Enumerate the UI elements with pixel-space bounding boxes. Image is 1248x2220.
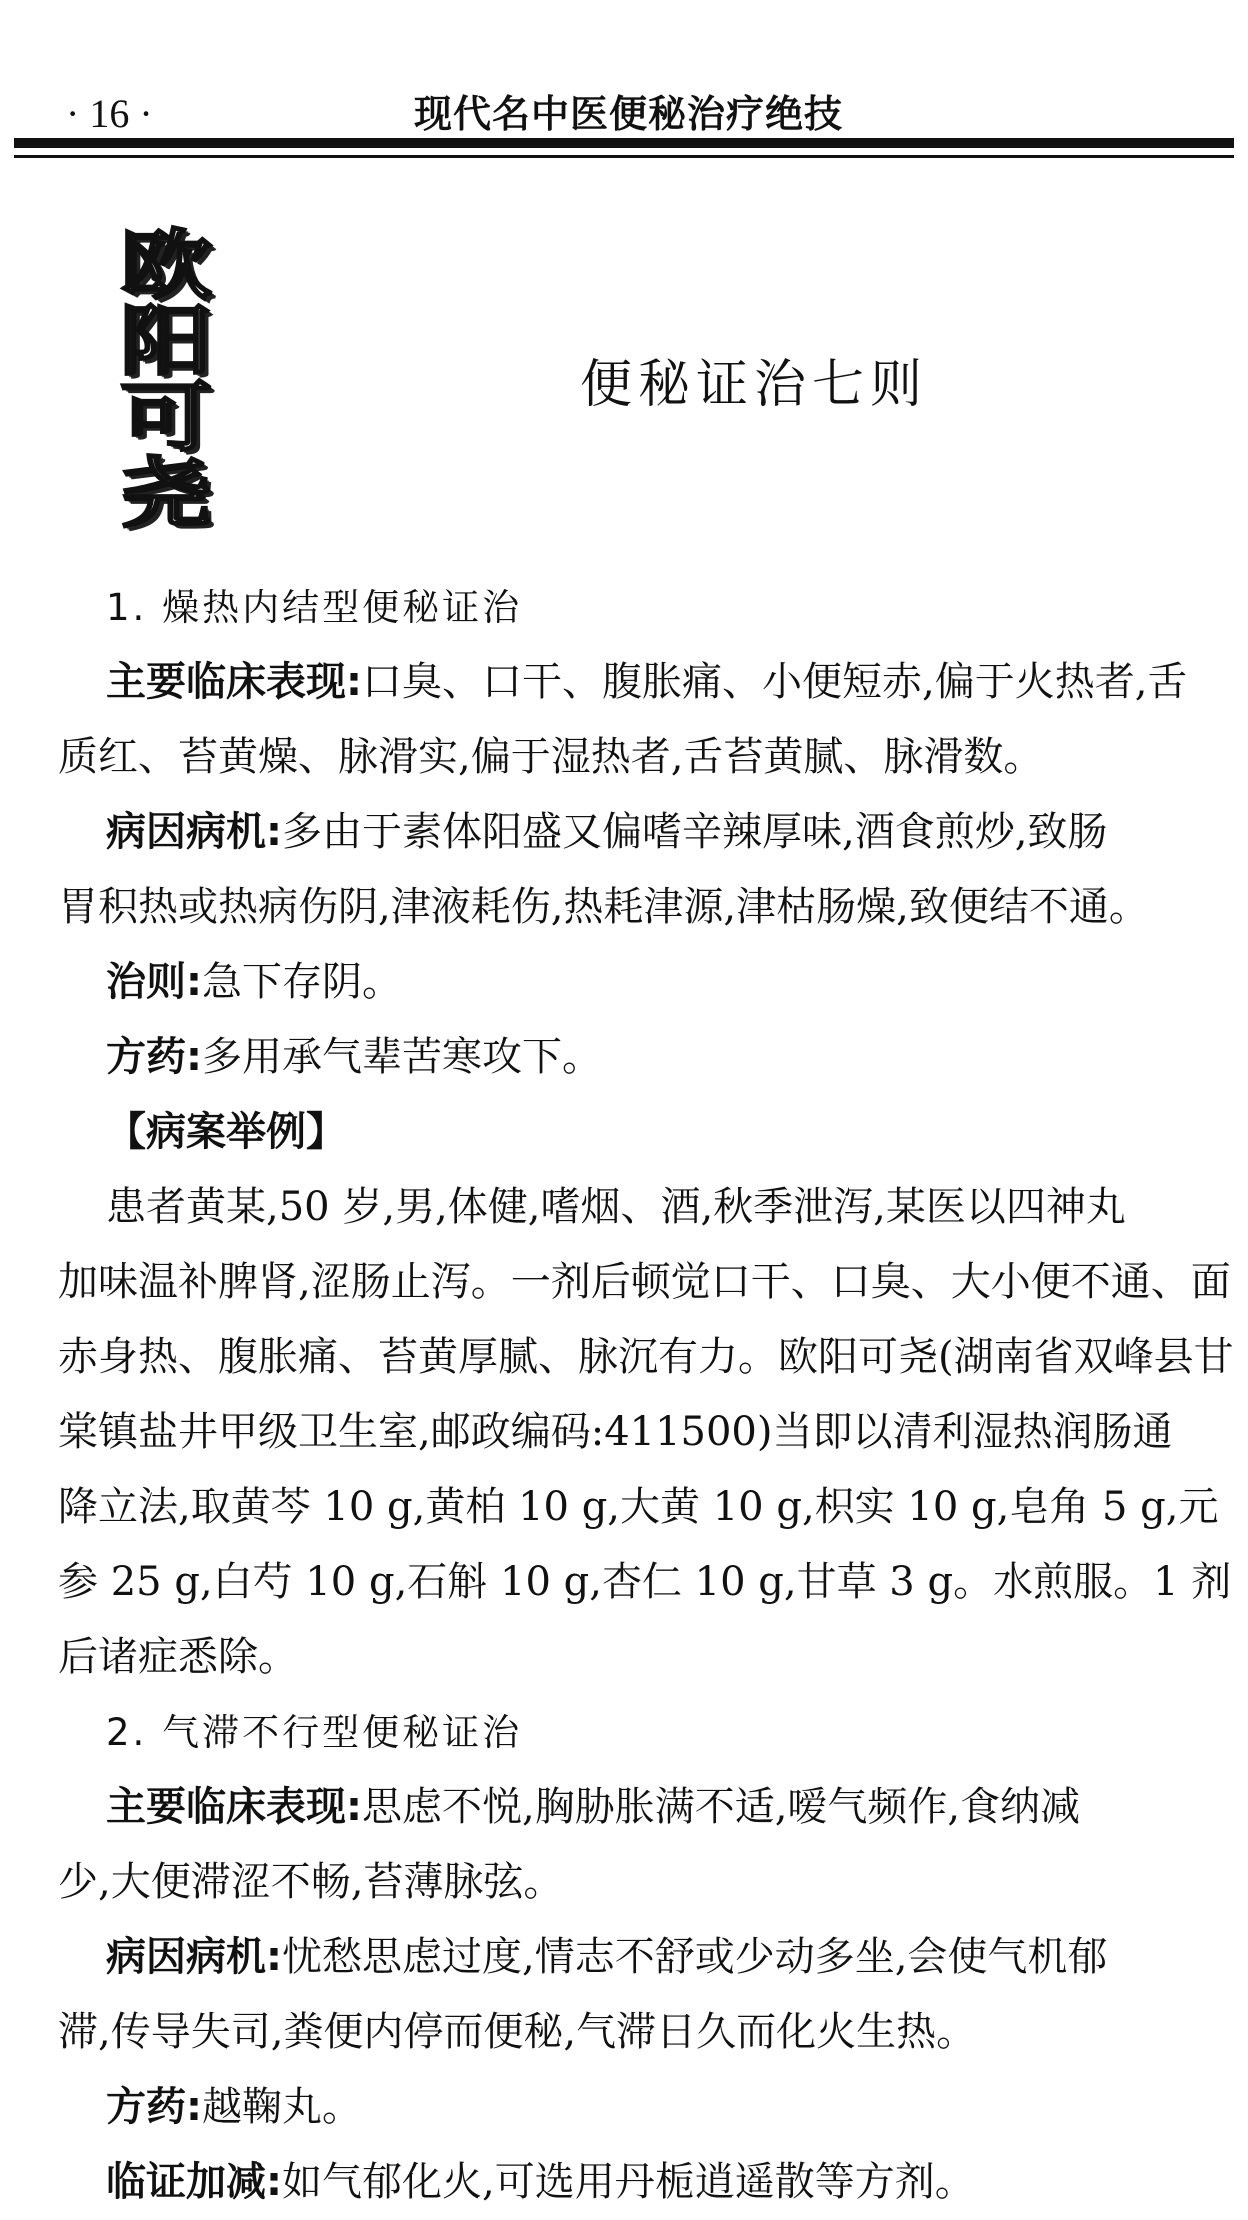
paragraph-line: [58, 1920, 1230, 1995]
paragraph-line: 少,大便滞涩不畅,苔薄脉弦。: [58, 1859, 564, 1905]
book-title: 现代名中医便秘治疗绝技: [414, 91, 844, 136]
author-char: 阳: [119, 297, 212, 386]
cause-text: 多由于素体阳盛又偏嗜辛辣厚味,酒食煎炒,致肠: [282, 809, 1108, 855]
article-body: [58, 570, 1234, 2220]
author-char: 欧: [119, 221, 212, 310]
clinical-label: 主要临床表现:: [106, 1784, 362, 1830]
prescription-label: 方药:: [106, 2084, 202, 2130]
paragraph-line: [58, 795, 1230, 870]
principle-text: 急下存阴。: [202, 959, 402, 1005]
section-heading: 1. 燥热内结型便秘证治: [106, 586, 523, 629]
header-rule-thick: [14, 138, 1234, 148]
paragraph-line: [58, 645, 1230, 720]
paragraph-line: 参 25 g,白芍 10 g,石斛 10 g,杏仁 10 g,甘草 3 g。水煎服。1 剂: [58, 1559, 1232, 1605]
cause-label: 病因病机:: [106, 1934, 282, 1980]
cause-text: 忧愁思虑过度,情志不舒或少动多坐,会使气机郁: [282, 1934, 1108, 1980]
paragraph-line: [58, 2145, 1230, 2220]
paragraph-line: 降立法,取黄芩 10 g,黄柏 10 g,大黄 10 g,枳实 10 g,皂角 5 g,元: [58, 1484, 1219, 1530]
paragraph-line: 赤身热、腹胀痛、苔黄厚腻、脉沉有力。欧阳可尧(湖南省双峰县甘: [58, 1334, 1234, 1380]
paragraph-line: 胃积热或热病伤阴,津液耗伤,热耗津源,津枯肠燥,致便结不通。: [58, 884, 1149, 930]
cause-label: 病因病机:: [106, 809, 282, 855]
paragraph-line: 滞,传导失司,粪便内停而便秘,气滞日久而化火生热。: [58, 2009, 977, 2055]
clinical-text: 思虑不悦,胸胁胀满不适,嗳气频作,食纳减: [362, 1784, 1081, 1830]
paragraph-line: [58, 945, 1230, 1020]
section-heading: 2. 气滞不行型便秘证治: [106, 1711, 523, 1754]
paragraph-line: [58, 1770, 1230, 1845]
page-number: · 16 ·: [66, 91, 153, 136]
article-title: 便秘证治七则: [580, 355, 929, 415]
paragraph-line: [58, 1020, 1230, 1095]
prescription-text: 越鞠丸。: [202, 2084, 362, 2130]
prescription-text: 多用承气辈苦寒攻下。: [202, 1034, 602, 1080]
prescription-label: 方药:: [106, 1034, 202, 1080]
clinical-label: 主要临床表现:: [106, 659, 362, 705]
case-heading: 【病案举例】: [106, 1109, 346, 1155]
modification-text: 如气郁化火,可选用丹栀逍遥散等方剂。: [282, 2159, 975, 2205]
paragraph-line: 后诸症悉除。: [58, 1634, 298, 1680]
modification-label: 临证加减:: [106, 2159, 282, 2205]
header-rule-thin: [14, 155, 1234, 158]
paragraph-line: 加味温补脾肾,涩肠止泻。一剂后顿觉口干、口臭、大小便不通、面: [58, 1259, 1231, 1305]
paragraph-line: 患者黄某,50 岁,男,体健,嗜烟、酒,秋季泄泻,某医以四神丸: [106, 1184, 1126, 1230]
paragraph-line: 棠镇盐井甲级卫生室,邮政编码:411500)当即以清利湿热润肠通: [58, 1409, 1173, 1455]
running-header: [14, 84, 1234, 144]
author-char: 可: [119, 373, 212, 462]
paragraph-line: 质红、苔黄燥、脉滑实,偏于湿热者,舌苔黄腻、脉滑数。: [58, 734, 1044, 780]
principle-label: 治则:: [106, 959, 202, 1005]
clinical-text: 口臭、口干、腹胀痛、小便短赤,偏于火热者,舌: [362, 659, 1188, 705]
author-char: 尧: [119, 449, 212, 538]
author-name-vertical: [106, 221, 226, 538]
paragraph-line: [58, 2070, 1230, 2145]
